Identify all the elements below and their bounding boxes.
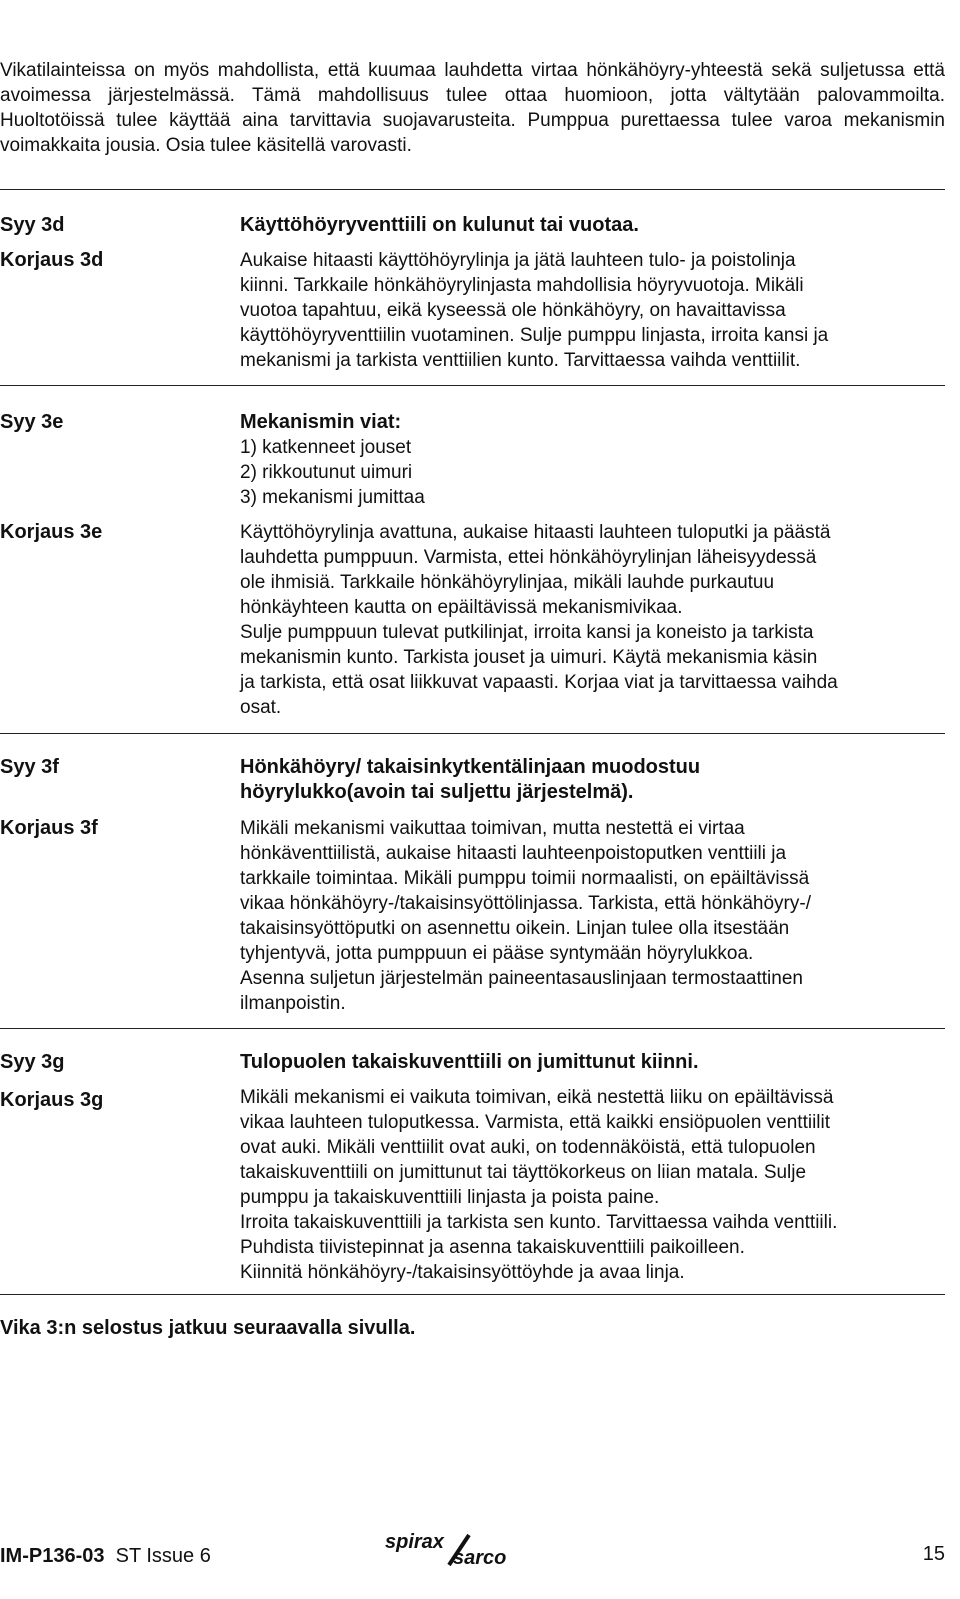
fix-line: ilmanpoistin. bbox=[240, 993, 346, 1014]
fix-line: tarkkaile toimintaa. Mikäli pumppu toimii normaalisti, on epäiltävissä bbox=[240, 868, 810, 889]
fix-line: ovat auki. Mikäli venttiilit ovat auki, on todennäköistä, että tulopuolen bbox=[240, 1137, 816, 1158]
fix-line: takaisinsyöttöputki on asennettu oikein. Linjan tulee olla itsestään bbox=[240, 918, 790, 939]
spirax-sarco-logo bbox=[383, 1531, 553, 1567]
section-3d bbox=[240, 213, 945, 373]
logo-top-text: spirax bbox=[385, 1531, 444, 1553]
section-3f bbox=[240, 755, 945, 1016]
cause-title-3f: Hönkähöyry/ takaisinkytkentälinjaan muodostuu bbox=[240, 756, 701, 778]
fix-line: pumppu ja takaiskuventtiili linjasta ja poista paine. bbox=[240, 1187, 660, 1208]
fix-line: Mikäli mekanismi ei vaikuta toimivan, eikä nestettä liiku on epäiltävissä bbox=[240, 1087, 834, 1108]
page-number: 15 bbox=[922, 1543, 945, 1565]
fix-line: Sulje pumppuun tulevat putkilinjat, irroita kansi ja koneisto ja tarkista bbox=[240, 622, 814, 643]
fix-line: Käyttöhöyrylinja avattuna, aukaise hitaasti lauhteen tuloputki ja päästä bbox=[240, 522, 831, 543]
fix-label-3f: Korjaus 3f bbox=[0, 817, 98, 839]
cause-title-3d: Käyttöhöyryventtiili on kulunut tai vuotaa. bbox=[240, 214, 639, 236]
fix-line: Kiinnitä hönkähöyry-/takaisinsyöttöyhde ja avaa linja. bbox=[240, 1262, 685, 1283]
section-3e bbox=[240, 410, 945, 720]
fix-label-3d: Korjaus 3d bbox=[0, 249, 104, 271]
fix-text-3f bbox=[240, 816, 945, 1016]
intro-paragraph bbox=[0, 58, 945, 158]
divider bbox=[0, 1028, 945, 1029]
cause-list-3e bbox=[240, 435, 945, 510]
cause-label-3d: Syy 3d bbox=[0, 214, 65, 236]
fix-line: vikaa hönkähöyry-/takaisinsyöttölinjassa. Tarkista, että hönkähöyry-/ bbox=[240, 893, 811, 914]
fix-line: tyhjentyvä, jotta pumppuun ei pääse syntymään höyrylukkoa. bbox=[240, 943, 754, 964]
cause-title-3e: Mekanismin viat: bbox=[240, 411, 402, 433]
list-item: 1) katkenneet jouset bbox=[240, 437, 412, 458]
cause-title-3f: höyrylukko(avoin tai suljettu järjestelmä). bbox=[240, 781, 634, 803]
logo-bottom-text: sarco bbox=[453, 1547, 507, 1567]
intro-text: Vikatilainteissa on myös mahdollista, että kuumaa lauhdetta virtaa hönkähöyry-yhteestä sekä suljetussa että avoimessa järjestelmässä. Tämä mahdollisuus tulee ottaa huomioon, jotta vältytään palovammoilta. Huoltotöissä tulee käyttää aina tarvittavia suojavarusteita. Pumppua purettaessa tulee varoa mekanismin voimakkaita jousia. Osia tulee käsitellä varovasti. bbox=[0, 60, 945, 156]
fix-text-3d bbox=[240, 248, 945, 373]
fix-line: vuotoa tapahtuu, eikä kyseessä ole hönkähöyry, on havaittavissa bbox=[240, 300, 786, 321]
fix-label-3e: Korjaus 3e bbox=[0, 521, 103, 543]
fix-label-3g: Korjaus 3g bbox=[0, 1089, 104, 1111]
divider bbox=[0, 1294, 945, 1295]
fix-text-3e bbox=[240, 520, 945, 720]
fix-line: Irroita takaiskuventtiili ja tarkista sen kunto. Tarvittaessa vaihda venttiili. bbox=[240, 1212, 838, 1233]
cause-label-3f: Syy 3f bbox=[0, 756, 59, 778]
fix-line: takaiskuventtiili on jumittunut tai täyttökorkeus on liian matala. Sulje bbox=[240, 1162, 807, 1183]
fix-line: osat. bbox=[240, 697, 282, 718]
fix-line: hönkäventtiilistä, aukaise hitaasti lauhteenpoistoputken venttiili ja bbox=[240, 843, 787, 864]
fix-line: hönkäyhteen kautta on epäiltävissä mekanismivikaa. bbox=[240, 597, 683, 618]
fix-line: mekanismin kunto. Tarkista jouset ja uimuri. Käytä mekanismia käsin bbox=[240, 647, 818, 668]
footer-doc-ref bbox=[0, 1544, 211, 1569]
section-3g bbox=[240, 1050, 945, 1285]
fix-line: lauhdetta pumppuun. Varmista, ettei hönkähöyrylinjan läheisyydessä bbox=[240, 547, 817, 568]
fix-line: Puhdista tiivistepinnat ja asenna takaiskuventtiili paikoilleen. bbox=[240, 1237, 745, 1258]
fix-line: ja tarkista, että osat liikkuvat vapaasti. Korjaa viat ja tarvittaessa vaihda bbox=[240, 672, 838, 693]
fix-line: Mikäli mekanismi vaikuttaa toimivan, mutta nestettä ei virtaa bbox=[240, 818, 745, 839]
fix-line: ole ihmisiä. Tarkkaile hönkähöyrylinjaa, mikäli lauhde purkautuu bbox=[240, 572, 775, 593]
fix-line: mekanismi ja tarkista venttiilien kunto. Tarvittaessa vaihda venttiilit. bbox=[240, 350, 801, 371]
cause-label-3e: Syy 3e bbox=[0, 411, 64, 433]
cause-label-3g: Syy 3g bbox=[0, 1051, 65, 1073]
fix-line: vikaa lauhteen tuloputkessa. Varmista, että kaikki ensiöpuolen venttiilit bbox=[240, 1112, 831, 1133]
fix-line: Asenna suljetun järjestelmän paineentasauslinjaan termostaattinen bbox=[240, 968, 803, 989]
issue-label: ST Issue 6 bbox=[115, 1545, 211, 1567]
fix-line: Aukaise hitaasti käyttöhöyrylinja ja jätä lauhteen tulo- ja poistolinja bbox=[240, 250, 796, 271]
fix-text-3g bbox=[240, 1085, 945, 1285]
fix-line: käyttöhöyryventtiilin vuotaminen. Sulje pumppu linjasta, irroita kansi ja bbox=[240, 325, 829, 346]
list-item: 3) mekanismi jumittaa bbox=[240, 487, 425, 508]
cause-title-3g: Tulopuolen takaiskuventtiili on jumittunut kiinni. bbox=[240, 1051, 699, 1073]
fix-line: kiinni. Tarkkaile hönkähöyrylinjasta mahdollisia höyryvuotoja. Mikäli bbox=[240, 275, 804, 296]
divider bbox=[0, 189, 945, 190]
list-item: 2) rikkoutunut uimuri bbox=[240, 462, 413, 483]
divider bbox=[0, 733, 945, 734]
doc-code: IM-P136-03 bbox=[0, 1545, 105, 1567]
divider bbox=[0, 385, 945, 386]
continuation-note: Vika 3:n selostus jatkuu seuraavalla sivulla. bbox=[0, 1317, 416, 1339]
